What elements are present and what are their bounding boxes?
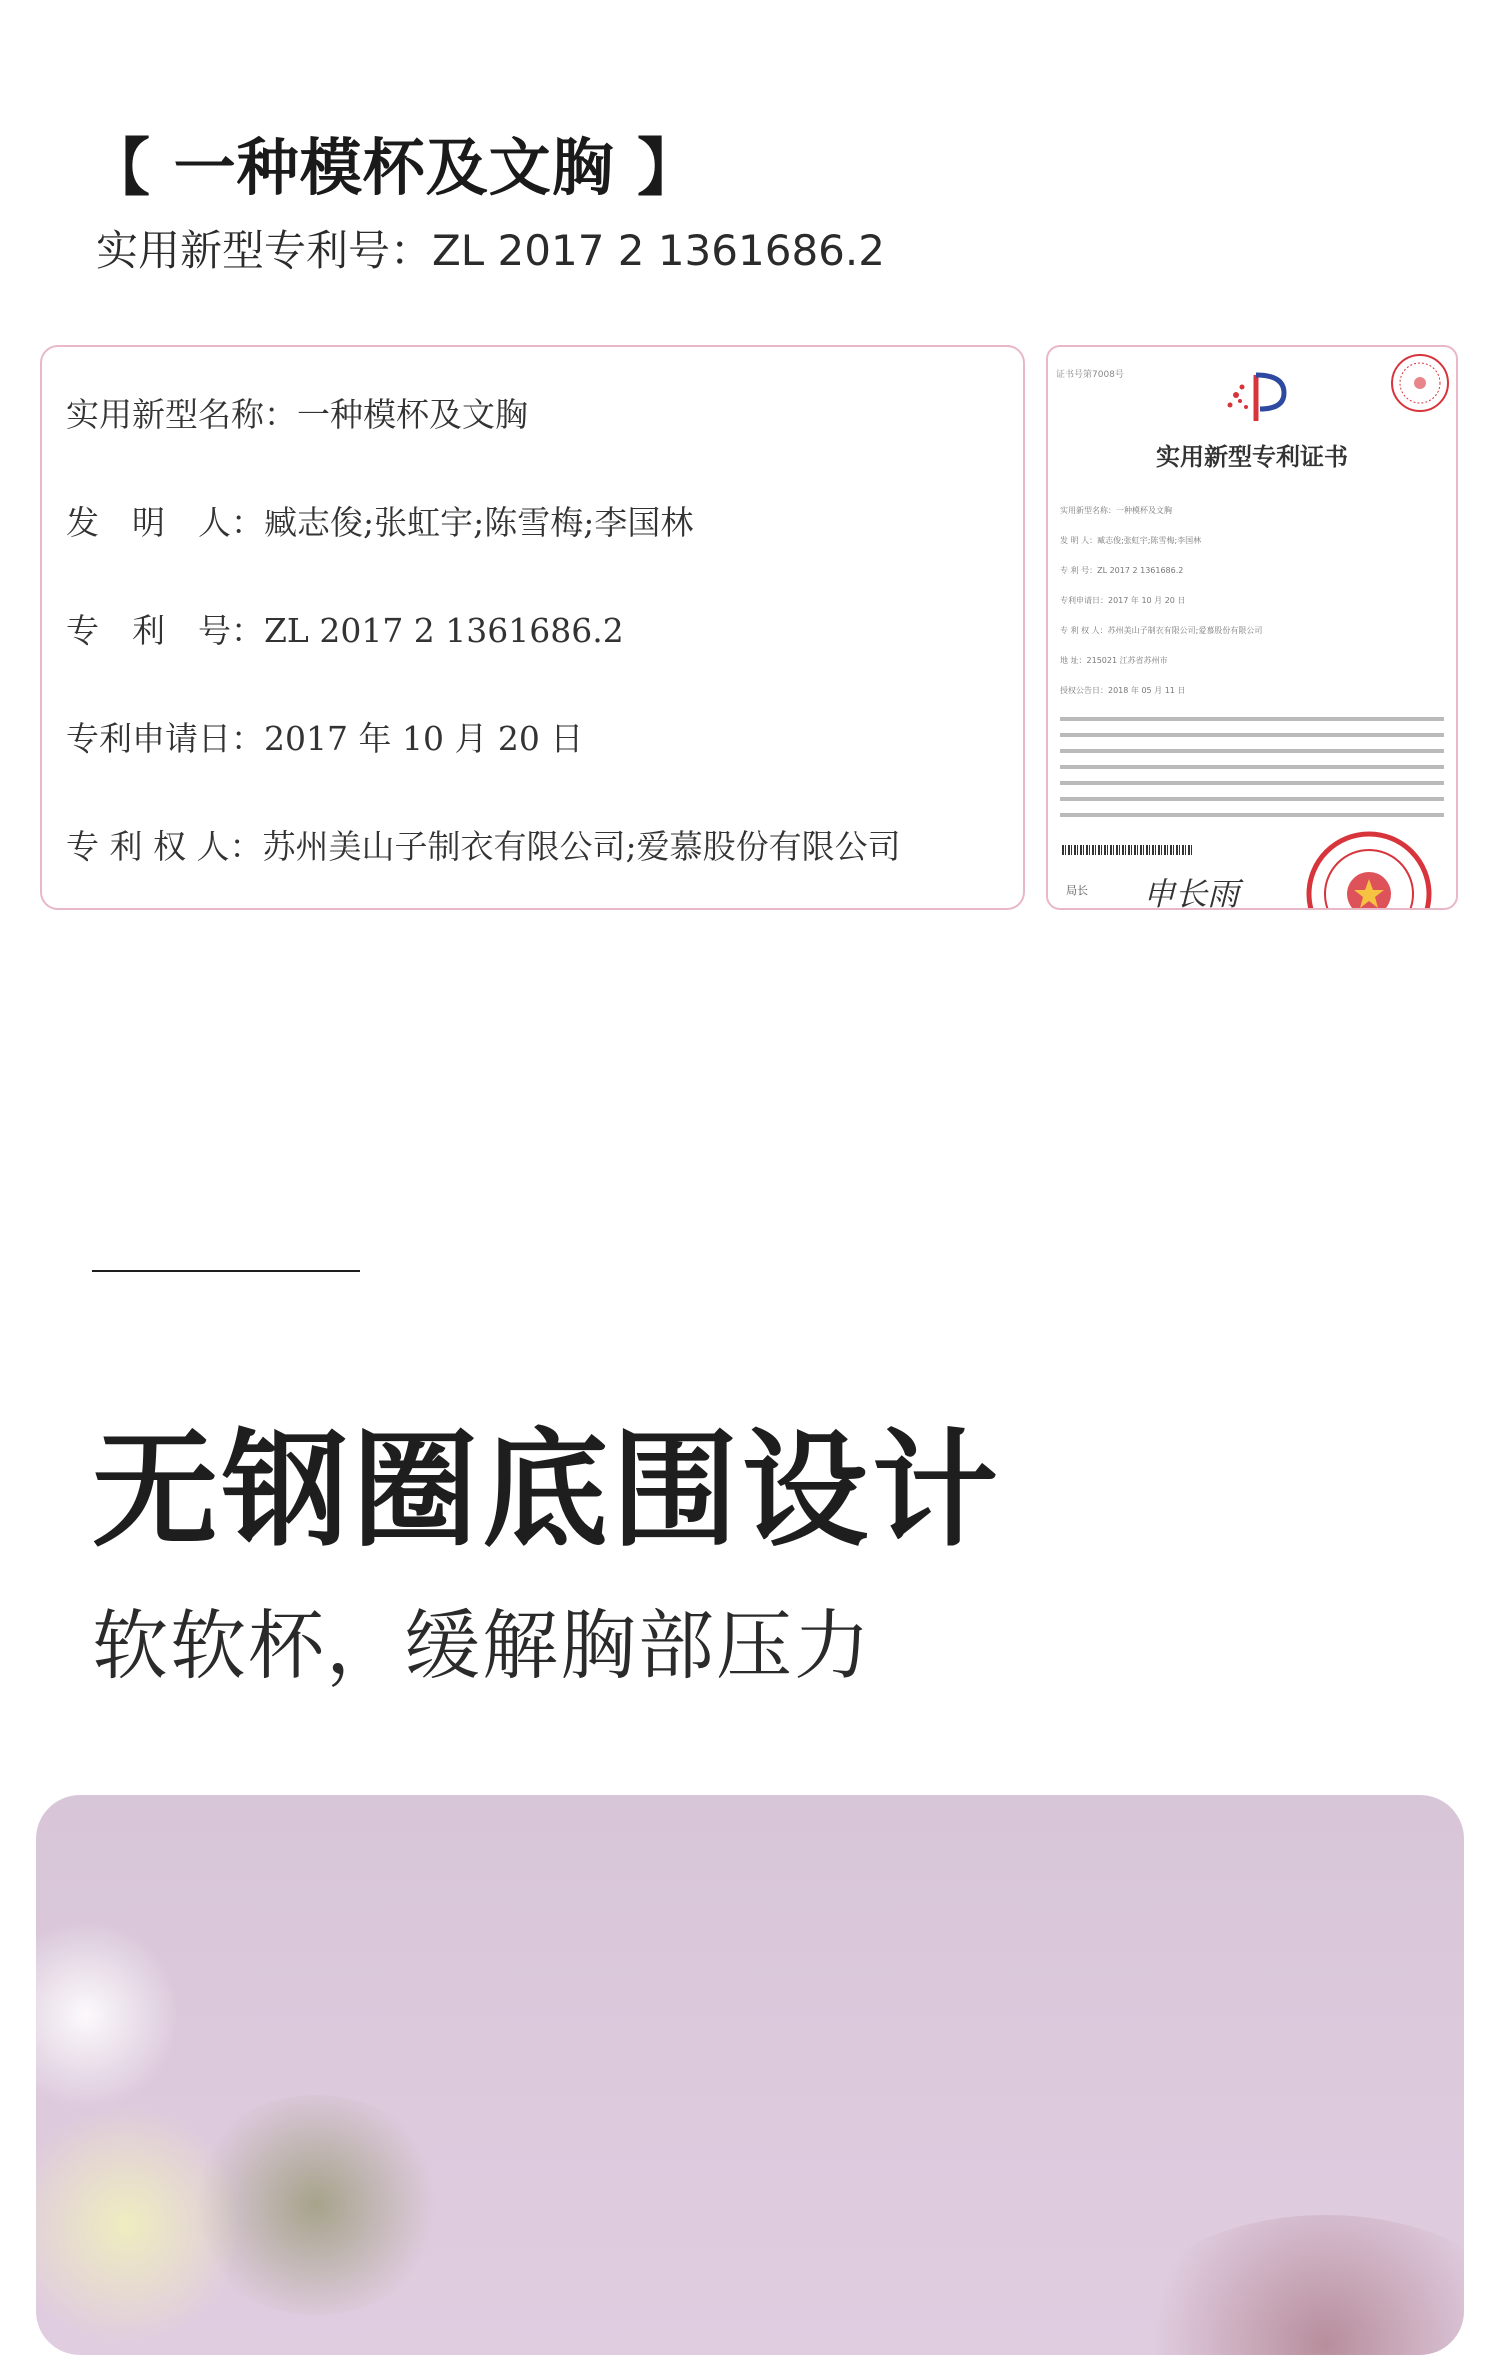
info-label: 专 利 权 人： [66,827,263,866]
certificate-text-line [1060,749,1444,753]
certificate-text-line [1060,765,1444,769]
certificate-title: 实用新型专利证书 [1156,442,1348,471]
certificate-number: 证书号第7008号 [1056,370,1124,380]
info-row-filing-date [66,713,583,760]
info-value: 苏州美山子制衣有限公司;爱慕股份有限公司 [262,827,901,866]
fabric-blur [1116,2215,1464,2355]
certificate-text-line [1060,717,1444,721]
info-value: 2017 年 10 月 20 日 [264,719,584,758]
barcode-icon [1062,845,1194,855]
info-label: 专 利 号： [66,611,264,650]
certificate-line: 专 利 权 人：苏州美山子制衣有限公司;爱慕股份有限公司 [1060,626,1263,635]
section-subheading: 软软杯，缓解胸部压力 [92,1601,872,1690]
certificate-line: 发 明 人：臧志俊;张虹宇;陈雪梅;李国林 [1060,536,1202,545]
info-value: ZL 2017 2 1361686.2 [264,611,624,650]
certificate-text-line [1060,733,1444,737]
patent-info-card [40,345,1025,910]
info-row-patentee [66,821,901,868]
info-label: 实用新型名称： [66,395,297,434]
certificate-text-line [1060,781,1444,785]
patent-office-logo-icon [1218,367,1298,427]
info-value: 一种模杯及文胸 [297,395,528,434]
product-photo [36,1795,1464,2355]
info-row-name [66,389,528,436]
director-signature: 申长雨 [1143,875,1240,910]
certificate-text-line [1060,797,1444,801]
section-divider [92,1270,360,1272]
info-row-inventors [66,497,693,544]
official-seal-icon [1304,829,1434,910]
patent-title: 【 一种模杯及文胸 】 [88,131,701,204]
section-heading: 无钢圈底围设计 [92,1417,1002,1564]
small-seal-icon [1388,351,1452,415]
info-label: 发 明 人： [66,503,264,542]
certificate-line: 专利申请日：2017 年 10 月 20 日 [1060,596,1186,605]
certificate-line: 实用新型名称：一种模杯及文胸 [1060,506,1172,515]
certificate-text-line [1060,813,1444,817]
certificate-line: 授权公告日：2018 年 05 月 11 日 [1060,686,1186,695]
certificate-line: 专 利 号：ZL 2017 2 1361686.2 [1060,566,1184,575]
certificate-line: 地 址：215021 江苏省苏州市 [1060,656,1168,665]
flower-petal-blur [36,1915,176,2115]
info-value: 臧志俊;张虹宇;陈雪梅;李国林 [264,503,694,542]
info-row-patent-number [66,605,624,652]
info-label: 专利申请日： [66,719,264,758]
director-label: 局长 [1066,884,1088,897]
patent-certificate-image [1046,345,1458,910]
leaf-blur [186,2095,446,2315]
patent-number: 实用新型专利号：ZL 2017 2 1361686.2 [96,226,885,275]
